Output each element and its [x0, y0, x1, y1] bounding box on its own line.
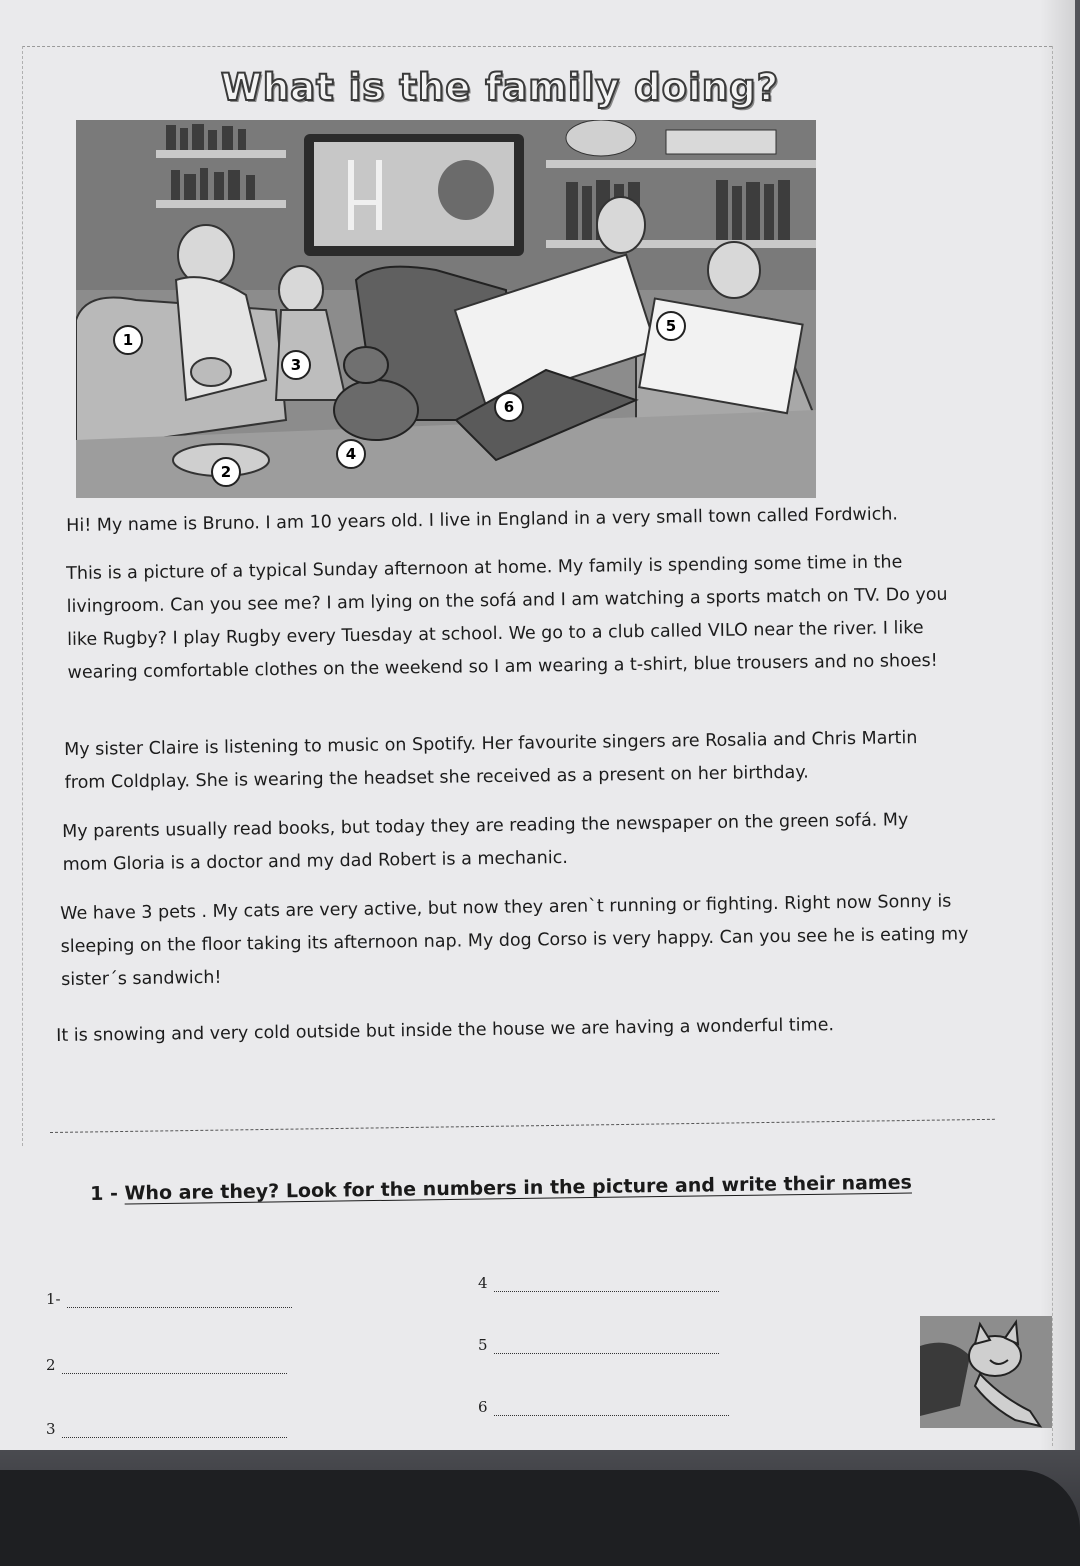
answer-5[interactable]: 5	[478, 1336, 719, 1354]
border-dashed-left	[22, 46, 23, 1146]
answer-1[interactable]: 1-	[46, 1290, 292, 1308]
marker-2: 2	[220, 463, 232, 481]
marker-6: 6	[503, 398, 515, 416]
answer-2[interactable]: 2	[46, 1356, 287, 1374]
paragraph-intro: Hi! My name is Bruno. I am 10 years old. I live in England in a very small town called Fordwich.	[66, 504, 899, 536]
paragraph-parents: My parents usually read books, but today they are reading the newspaper on the green sofá. My mom Gloria is a doctor and my dad Robert is a mechanic.	[62, 810, 909, 875]
border-dashed-right	[1052, 46, 1053, 1446]
marker-5: 5	[665, 317, 677, 335]
family-living-room-illustration	[76, 120, 816, 498]
paragraph-pets: We have 3 pets . My cats are very active, but now they aren`t running or fighting. Right now Sonny is sleeping on the floor taking its afternoon nap. My dog Corso is very happy. Can you see he is eating my sister´s sandwich!	[60, 891, 969, 990]
story-text-4	[62, 804, 953, 882]
worksheet-title: What is the family doing?	[220, 66, 780, 109]
answer-3[interactable]: 3	[46, 1420, 287, 1438]
marker-4: 4	[345, 445, 357, 463]
answer-4[interactable]: 4	[478, 1274, 719, 1292]
answer-6[interactable]: 6	[478, 1398, 729, 1416]
marker-1: 1	[122, 331, 134, 349]
dark-object-foreground	[0, 1470, 1080, 1566]
exercise-instruction: Who are they? Look for the numbers in the picture and write their names	[124, 1171, 912, 1205]
border-dashed-top	[22, 46, 1052, 47]
marker-3: 3	[290, 356, 302, 374]
story-text-3	[64, 722, 945, 800]
paragraph-sister: My sister Claire is listening to music on Spotify. Her favourite singers are Rosalia and Chris Martin from Coldplay. She is wearing the headset she received as a present on her birthday.	[64, 728, 918, 793]
exercise-number: 1 -	[90, 1182, 119, 1205]
paper-edge-shadow	[1040, 0, 1080, 1470]
paragraph-sunday: This is a picture of a typical Sunday afternoon at home. My family is spending some time in the livingroom. Can you see me? I am lying on the sofá and I am watching a sports match on TV. Do you like Rugby? I play Rugby every Tuesday at school. We go to a club called VILO near the river. I like wearing comfortable clothes on the weekend so I am wearing a t-shirt, blue trousers and no shoes!	[66, 552, 948, 683]
paragraph-snow: It is snowing and very cold outside but inside the house we are having a wonderful time.	[56, 1015, 835, 1046]
cat-thumbnail-image	[920, 1316, 1052, 1428]
story-text-5	[60, 885, 971, 997]
story-text-2	[66, 546, 958, 690]
